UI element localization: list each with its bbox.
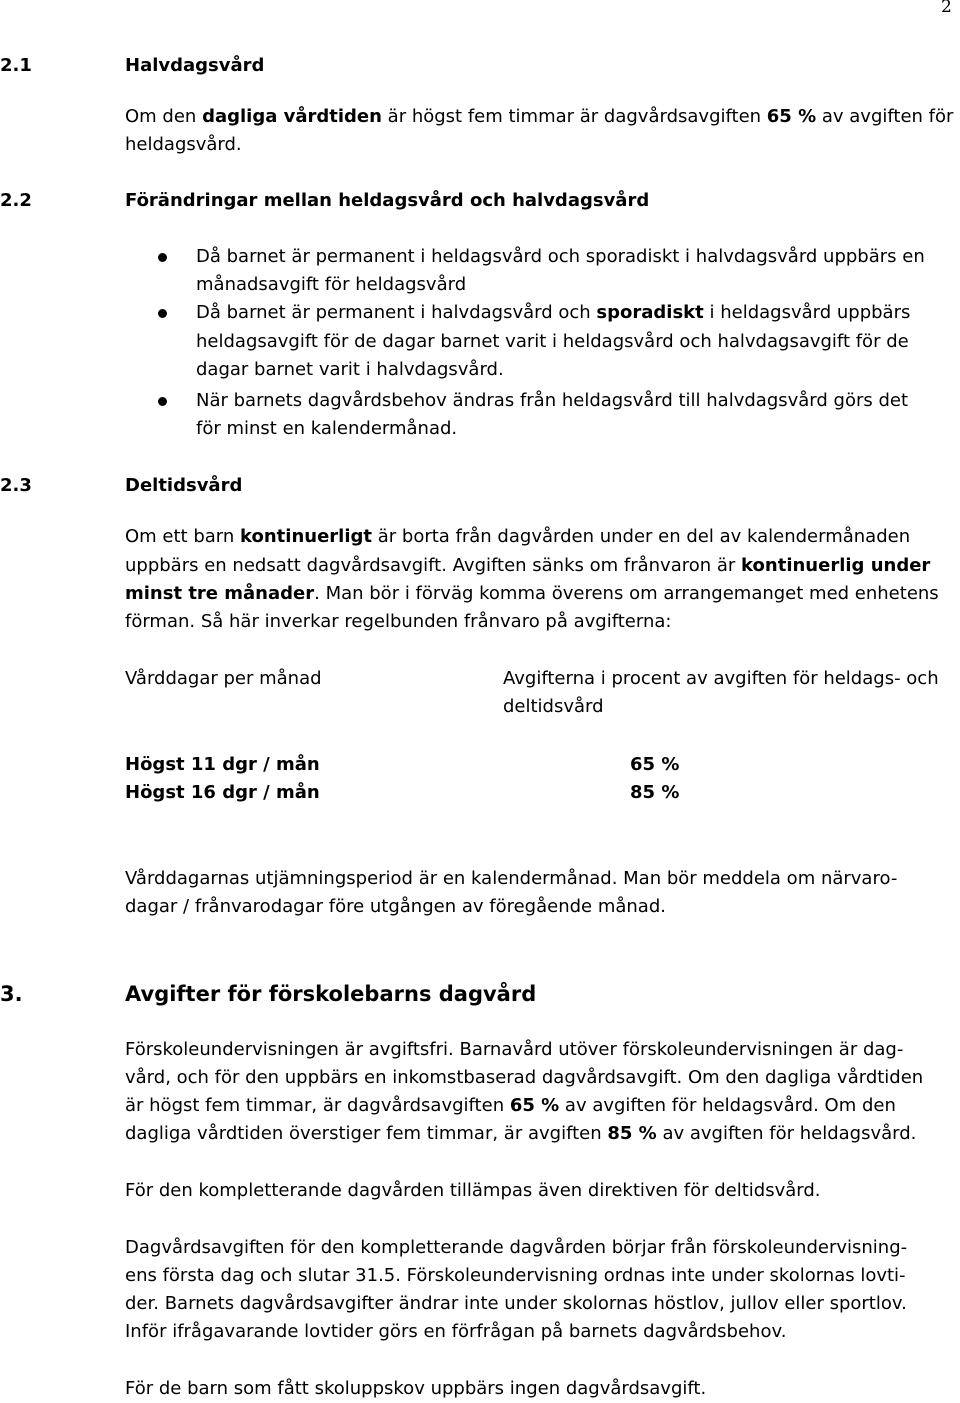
bullet-item-line: månadsavgift för heldagsvård [196, 274, 467, 295]
bullet-item-line: Då barnet är permanent i halvdagsvård och sporadiskt i heldagsvård uppbärs [196, 302, 911, 323]
paragraph-3-line: dagliga vårdtiden överstiger fem timmar, är avgiften 85 % av avgiften för heldagsvård. [125, 1123, 917, 1144]
paragraph-line: Dagvårdsavgiften för den kompletterande dagvården börjar från förskoleundervisning- [125, 1237, 908, 1258]
section-number-2-1: 2.1 [0, 55, 32, 76]
table-row-percent: 85 % [630, 782, 680, 803]
section-title-3: Avgifter för förskolebarns dagvård [125, 982, 537, 1006]
paragraph-line: För de barn som fått skoluppskov uppbärs ingen dagvårdsavgift. [125, 1378, 707, 1399]
paragraph-line: der. Barnets dagvårdsavgifter ändrar inte under skolornas höstlov, jullov eller sportlov. [125, 1293, 907, 1314]
section-title-2-2: Förändringar mellan heldagsvård och halvdagsvård [125, 190, 650, 211]
paragraph-2-3-line: uppbärs en nedsatt dagvårdsavgift. Avgiften sänks om frånvaron är kontinuerlig under [125, 555, 931, 576]
paragraph-2-3-line: förman. Så här inverkar regelbunden frånvaro på avgifterna: [125, 611, 672, 632]
table-header-days: Vårddagar per månad [125, 668, 322, 689]
paragraph-2-3-line: Om ett barn kontinuerligt är borta från dagvården under en del av kalendermånaden [125, 526, 911, 547]
paragraph-3-line: vård, och för den uppbärs en inkomstbaserad dagvårdsavgift. Om den dagliga vårdtiden [125, 1067, 924, 1088]
paragraph-2-1-line: Om den dagliga vårdtiden är högst fem timmar är dagvårdsavgiften 65 % av avgiften för [125, 106, 954, 127]
paragraph-line: För den kompletterande dagvården tillämpas även direktiven för deltidsvård. [125, 1180, 821, 1201]
paragraph-3-line: är högst fem timmar, är dagvårdsavgiften 65 % av avgiften för heldagsvård. Om den [125, 1095, 896, 1116]
section-number-3: 3. [0, 982, 23, 1006]
bullet-icon [158, 397, 167, 406]
table-header-percent: Avgifterna i procent av avgiften för heldags- och [503, 668, 939, 689]
section-title-2-3: Deltidsvård [125, 475, 243, 496]
paragraph-line: dagar / frånvarodagar före utgången av föregående månad. [125, 896, 666, 917]
table-row-percent: 65 % [630, 754, 680, 775]
bullet-item-line: När barnets dagvårdsbehov ändras från heldagsvård till halvdagsvård görs det [196, 390, 909, 411]
section-number-2-2: 2.2 [0, 190, 32, 211]
bullet-item-line: dagar barnet varit i halvdagsvård. [196, 359, 504, 380]
paragraph-2-1-line: heldagsvård. [125, 134, 242, 155]
section-title-2-1: Halvdagsvård [125, 55, 265, 76]
paragraph-line: Vårddagarnas utjämningsperiod är en kalendermånad. Man bör meddela om närvaro- [125, 868, 898, 889]
table-header-percent: deltidsvård [503, 696, 604, 717]
paragraph-3-line: Förskoleundervisningen är avgiftsfri. Barnavård utöver förskoleundervisningen är dag- [125, 1039, 904, 1060]
bullet-icon [158, 253, 167, 262]
bullet-item-line: Då barnet är permanent i heldagsvård och sporadiskt i halvdagsvård uppbärs en [196, 246, 925, 267]
bullet-icon [158, 309, 167, 318]
table-row-days: Högst 11 dgr / mån [125, 754, 320, 775]
paragraph-line: Inför ifrågavarande lovtider görs en förfrågan på barnets dagvårdsbehov. [125, 1321, 787, 1342]
page-number: 2 [941, 0, 952, 17]
bullet-item-line: för minst en kalendermånad. [196, 418, 458, 439]
section-number-2-3: 2.3 [0, 475, 32, 496]
table-row-days: Högst 16 dgr / mån [125, 782, 320, 803]
paragraph-2-3-line: minst tre månader. Man bör i förväg komma överens om arrangemanget med enhetens [125, 583, 939, 604]
paragraph-line: ens första dag och slutar 31.5. Förskoleundervisning ordnas inte under skolornas lovti- [125, 1265, 906, 1286]
bullet-item-line: heldagsavgift för de dagar barnet varit i heldagsvård och halvdagsavgift för de [196, 331, 909, 352]
